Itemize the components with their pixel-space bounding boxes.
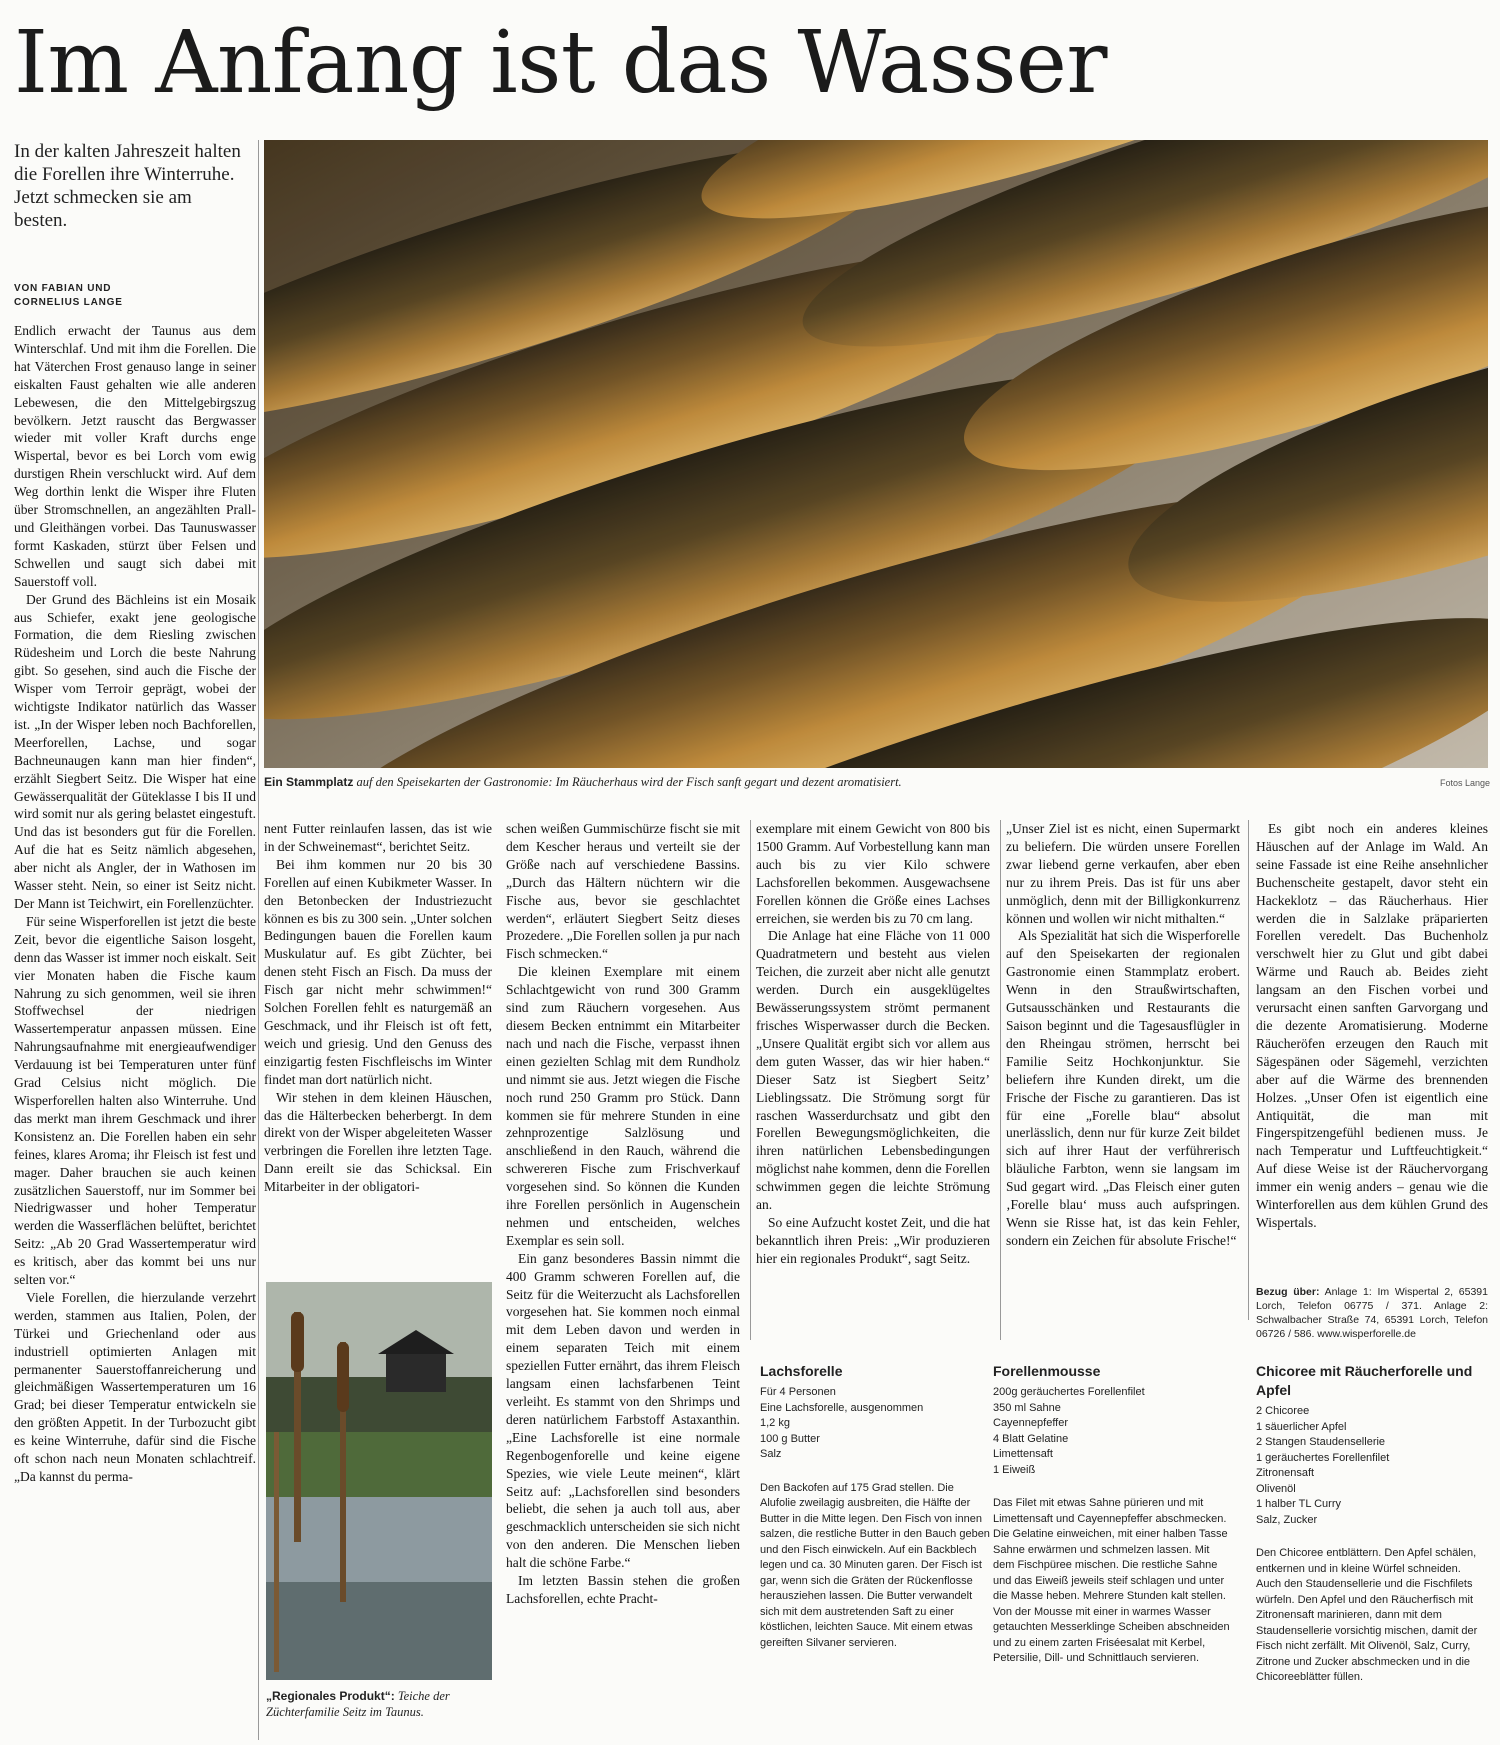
recipe-ingredients: [760, 1385, 990, 1463]
byline-line-1: VON FABIAN UND: [14, 283, 112, 294]
ingredient: Für 4 Personen: [760, 1386, 836, 1398]
paragraph: schen weißen Gummischürze fischt sie mit dem Kescher heraus und verteilt sie der Größe nach auf verschiedene Bassins. „Durch das Hältern nüchtern wir die Fische aus, bevor sie geschlachtet werden“, erläutert Siegbert Seitz dieses Prozedere. „Die Forellen sollen ja pur nach Fisch schmecken.“: [506, 821, 740, 962]
recipe-title: Chicoree mit Räucherforelle und Apfel: [1256, 1363, 1473, 1398]
paragraph: Der Grund des Bächleins ist ein Mosaik aus Schiefer, exakt jene geologische Formation, die dem Riesling zwischen Rüdesheim und Lorch die beste Nahrung gibt. So gesehen, sind auch die Fische der Wisper vom Terroir geprägt, wobei der wichtigste Indikator natürlich das Wasser ist. „In der Wisper leben noch Bachforellen, Meerforellen, Lachse, und sogar Bachneunaugen kann man hier finden“, erzählt Siegbert Seitz. Die Wisper hat eine Gewässerqualität der Güteklasse I bis II und wird somit nur als gering belastet eingestuft. Und das ist besonders gut für die Forellen. Auf die hat es Seitz nämlich abgesehen, aber nicht als Angler, der in Wathosen im Wasser steht. Nein, so einer ist Seitz nicht. Der Mann ist Teichwirt, ein Forellenzüchter.: [14, 591, 256, 911]
smoked-trout-illustration: [264, 140, 1488, 768]
ingredient: 2 Stangen Staudensellerie: [1256, 1436, 1386, 1448]
ingredient: 1,2 kg: [760, 1417, 790, 1429]
photo-caption-lead: Ein Stammplatz: [264, 775, 354, 789]
paragraph: Als Spezialität hat sich die Wisperforelle auf den Speisekarten der regionalen Gastronomie einen Stammplatz erobert. Wenn in den Straußwirtschaften, Gutsausschänken und Restaurants die Saison beginnt und die Tagesausflügler in den Rheingau strömen, herrscht bei Familie Seitz Hochkonjunktur. Sie beliefern ihre Kunden direkt, um die Frische der Fische zu garantieren. Das ist für eine „Forelle blau“ absolut unerlässlich, denn nur für kurze Zeit bildet sich auf ihrer Haut der verführerisch bläuliche Farbton, wenn sie langsam im Sud gegart wird. „Das Fleisch einer guten ‚Forelle blau‘ muss auch aufspringen. Wenn sie Risse hat, ist das kein Fehler, sondern ein Zeichen für absolute Frische!“: [1006, 928, 1240, 1248]
recipe-steps: Das Filet mit etwas Sahne pürieren und mit Limettensaft und Cayennepfeffer abschmecken. Die Gelatine einweichen, mit einer halben Tasse Sahne erwärmen und schmelzen lassen. Mit dem Fischpüree mischen. Die restliche Sahne und das Eiweiß jeweils steif schlagen und unter die Masse heben. Mehrere Stunden kalt stellen. Von der Mousse mit einer in warmes Wasser getauchten Messerklinge Scheiben abschneiden und zu einem zarten Friséesalat mit Kerbel, Petersilie, Dill- und Schnittlauch servieren.: [993, 1497, 1230, 1664]
photo2-caption: [266, 1688, 494, 1720]
ingredient: 1 geräuchertes Forellenfilet: [1256, 1451, 1390, 1464]
paragraph: Die Anlage hat eine Fläche von 11 000 Quadratmetern und besteht aus vielen Teichen, die zurzeit aber nicht alle genutzt werden. Durch ein ausgeklügeltes Bewässerungssystem strömt permanent frisches Wisperwasser durch die Becken. „Unsere Qualität ergibt sich vor allem aus dem guten Wasser, das wir hier haben.“ Dieser Satz ist Siegbert Seitz’ Lieblingssatz. Die Strömung sorgt für raschen Wasserdurchsatz und gibt den Forellen Bewegungsmöglichkeiten, die ihren natürlichen Lebensbedingungen möglichst nahe kommen, denn die Forellen schwimmen gegen die leichte Strömung an.: [756, 928, 990, 1213]
fish-ponds-photo: [266, 1282, 492, 1680]
ingredient: Cayennepfeffer: [993, 1417, 1069, 1429]
ingredient: Zitronensaft: [1256, 1467, 1315, 1479]
recipe-title: Lachsforelle: [760, 1363, 843, 1379]
recipe-forellenmousse: [993, 1362, 1231, 1667]
column-divider: [1248, 820, 1249, 1320]
photo-caption: [264, 775, 1384, 790]
paragraph: Ein ganz besonderes Bassin nimmt die 400 Gramm schweren Forellen auf, die Seitz für die Weiterzucht als Lachsforellen vorgesehen hat. Sie kommen noch einmal mit dem Leben davon und werden in einem separaten Teich mit einem speziellen Futter ernährt, das ihrem Fleisch langsam einen lachsfarbenen Teint verleiht. Es stammt von den Shrimps und deren natürlichem Farbstoff Astaxanthin. „Eine Lachsforelle ist eine normale Regenbogenforelle und keine eigene Spezies, wie viele Leute meinen“, klärt Seitz auf: „Lachsforellen sind besonders beliebt, die sehen ja auch toll aus, aber geschmacklich unterscheiden sie sich nicht von den anderen. Die Menschen lieben halt die schöne Farbe.“: [506, 1250, 740, 1571]
byline: [14, 282, 254, 310]
headline: Im Anfang ist das Wasser: [14, 13, 1108, 113]
smoked-trout-photo: [264, 140, 1488, 768]
column-divider: [1000, 820, 1001, 1340]
recipe-lachsforelle: [760, 1362, 990, 1651]
paragraph: Im letzten Bassin stehen die großen Lachsforellen, echte Pracht-: [506, 1573, 740, 1606]
article-column-2: [264, 820, 492, 1268]
ingredient: 2 Chicoree: [1256, 1405, 1310, 1417]
source-info-text: Anlage 1: Im Wispertal 2, 65391 Lorch, Telefon 06775 / 371. Anlage 2: Schwalbacher Straße 74, 65391 Lorch, Telefon 06726 / 586. www.wisperforelle.de: [1256, 1286, 1488, 1340]
fish-ponds-illustration: [266, 1282, 492, 1680]
paragraph: Endlich erwacht der Taunus aus dem Winterschlaf. Und mit ihm die Forellen. Die hat Väterchen Frost genauso lange in seiner eiskalten Faust gehalten wie alle anderen Lebewesen, die den Mittelgebirgszug bevölkern. Jetzt rauscht das Bergwasser wieder mit voller Kraft durchs enge Wispertal, bevor es bei Lorch vom ewig durstigen Rhein verschluckt wird. Auf dem Weg dorthin lenkt die Wisper ihre Fluten über Stromschnellen, an angezählten Prall- und Gleithängen vorbei. Das Taunuswasser formt Kaskaden, stürzt über Felsen und Schwellen und saugt sich dabei mit Sauerstoff voll.: [14, 323, 256, 589]
recipe-ingredients: [993, 1385, 1231, 1478]
paragraph: Die kleinen Exemplare mit einem Schlachtgewicht von rund 300 Gramm sind zum Räuchern vorgesehen. Aus diesem Becken entnimmt ein Mitarbeiter nach und nach die Fische, verpasst ihnen einen gezielten Schlag mit dem Rundholz und nimmt sie aus. Jetzt wiegen die Fische noch rund 250 Gramm pro Stück. Dann kommen sie für mehrere Stunden in eine zehnprozentige Salzlösung und anschließend in den Rauch, während die schwereren Fische zum Frischverkauf vorgesehen sind. So können die Kunden ihre Forellen persönlich in Augenschein nehmen und entscheiden, welches Exemplar es sein soll.: [506, 964, 740, 1248]
ingredient: 1 halber TL Curry: [1256, 1498, 1341, 1510]
paragraph: exemplare mit einem Gewicht von 800 bis 1500 Gramm. Auf Vorbestellung kann man auch bis zu vier Kilo schwere Lachsforellen bekommen. Ausgewachsene Forellen können die Größe eines Lachses erreichen, sie werden bis zu 70 cm lang.: [756, 821, 990, 926]
ingredient: Eine Lachsforelle, ausgenommen: [760, 1401, 924, 1414]
recipe-steps: Den Backofen auf 175 Grad stellen. Die Alufolie zweilagig ausbreiten, die Hälfte der Butter in die Mitte legen. Den Fisch von innen salzen, die restliche Butter in den Bauch geben und den Fisch einwickeln. Auf ein Backblech legen und ca. 30 Minuten garen. Der Fisch ist gar, wenn sich die Gräten der Rückenflosse herausziehen lassen. Die Butter verwandelt sich mit dem austretenden Saft zu einer köstlichen, leichten Sauce. Mit einem etwas gereiften Silvaner servieren.: [760, 1481, 990, 1649]
photo-caption-text: auf den Speisekarten der Gastronomie: Im Räucherhaus wird der Fisch sanft gegart und dezent aromatisiert.: [353, 775, 902, 789]
article-column-5: [1006, 820, 1240, 1320]
photo2-caption-text: Teiche der Züchterfamilie Seitz im Taunus.: [266, 1689, 450, 1719]
paragraph: „Unser Ziel ist es nicht, einen Supermarkt zu beliefern. Die würden unsere Forellen zwar liebend gerne verkaufen, aber eben nur zu ihrem Preis. Das ist für uns aber unmöglich, denn mit der Billigkonkurrenz können und wollen wir nicht mithalten.“: [1006, 821, 1240, 926]
ingredient: 350 ml Sahne: [993, 1401, 1061, 1414]
source-info: [1256, 1285, 1488, 1341]
paragraph: Für seine Wisperforellen ist jetzt die beste Zeit, bevor die eigentliche Saison losgeht, denn das Wasser ist immer noch eiskalt. Seit vier Monaten haben die Fische kaum Nahrung zu sich genommen, weil sie ihren Stoffwechsel der niedrigen Wassertemperatur anpassen müssen. Eine Nahrungsaufnahme mit energieaufwendiger Verdauung ist bei Temperaturen unter fünf Grad Celsius nicht möglich. Die Wisperforellen halten also Winterruhe. Und das merkt man ihrem Geschmack und ihrer Konsistenz an. Die Forellen haben ein sehr feines, klares Aroma; ihr Fleisch ist fest und mager. Daher brauchen sie auch keinen zusätzlichen Sauerstoff, nur im Sommer bei Niedrigwasser und hoher Temperatur werden die Wasserflächen belüftet, berichtet Seitz: „Ab 20 Grad Wassertemperatur wird es kritisch, aber das kommt bei uns nur selten vor.“: [14, 913, 256, 1288]
article-column-1: [14, 322, 256, 1742]
ingredient: 100 g Butter: [760, 1432, 820, 1445]
column-divider: [258, 140, 259, 1740]
ingredient: Limettensaft: [993, 1448, 1053, 1460]
photo-credit: Fotos Lange: [1440, 778, 1491, 788]
source-info-label: Bezug über:: [1256, 1286, 1320, 1298]
byline-line-2: CORNELIUS LANGE: [14, 297, 123, 308]
paragraph: Wir stehen in dem kleinen Häuschen, das die Hälterbecken beherbergt. In dem direkt von der Wisper abgeleiteten Wasser verbringen die Forellen ihre letzten Tage. Dann ereilt sie das Schicksal. Ein Mitarbeiter in der obligatori-: [264, 1089, 492, 1195]
ingredient: Salz, Zucker: [1256, 1513, 1318, 1526]
recipe-chicoree: [1256, 1362, 1488, 1686]
paragraph: So eine Aufzucht kostet Zeit, und die hat bekanntlich ihren Preis: „Wir produzieren hier ein regionales Produkt“, sagt Seitz.: [756, 1214, 990, 1266]
recipe-title: Forellenmousse: [993, 1363, 1101, 1379]
ingredient: Olivenöl: [1256, 1482, 1296, 1495]
ingredient: 4 Blatt Gelatine: [993, 1432, 1069, 1445]
ingredient: 200g geräuchertes Forellenfilet: [993, 1386, 1145, 1398]
article-column-3: [506, 820, 740, 1740]
intro-text: In der kalten Jahreszeit halten die Forellen ihre Winterruhe. Jetzt schmecken sie am besten.: [14, 141, 241, 231]
recipe-ingredients: [1256, 1404, 1488, 1528]
paragraph: Es gibt noch ein anderes kleines Häuschen auf der Anlage im Wald. An seine Fassade ist eine Reihe ansehnlicher Buchenscheite gestapelt, davor steht ein Hackeklotz – das Räucherhaus. Hier werden die in Salzlake präparierten Forellen veredelt. Das Buchenholz verschwelt hier zu Glut und gibt dabei Wärme und Rauch ab. Beides zieht langsam an den Fischen vorbei und verursacht einen sanften Garvorgang und die dezente Aromatisierung. Moderne Räucheröfen erzeugen den Rauch mit Sägespänen oder Sägemehl, verzichten aber auf die Wärme des brennenden Holzes. „Unser Ofen ist eigentlich eine Antiquität, die man mit Fingerspitzengefühl bedienen muss. Je nach Temperatur und Luftfeuchtigkeit.“ Auf diese Weise ist der Räuchervorgang immer ein wenig anders – genau wie die Winterforellen aus dem kühlen Grund des Wispertals.: [1256, 821, 1488, 1230]
ingredient: Salz: [760, 1448, 782, 1460]
column-divider: [750, 820, 751, 1340]
paragraph: Viele Forellen, die hierzulande verzehrt werden, stammen aus Italien, Polen, der Türkei und Griechenland oder aus industriell optimierten Anlagen mit permanenter Sauerstoffanreicherung und gleichmäßigen Wassertemperaturen um 16 Grad; bei dieser Temperatur entwickeln sie den größten Appetit. In der Turbozucht gibt es keine Winterruhe, dafür sind die Fische oft schon nach neun Monaten schlachtreif. „Da kannst du perma-: [14, 1289, 256, 1484]
recipe-steps: Den Chicoree entblättern. Den Apfel schälen, entkernen und in kleine Würfel schneiden. Auch den Staudensellerie und die Fischfilets würfeln. Den Apfel und den Räucherfisch mit Zitronensaft marinieren, dann mit dem Staudensellerie vorsichtig mischen, damit der Fisch nicht zerfällt. Mit Olivenöl, Salz, Curry, Zitrone und Zucker abschmecken und in die Chicoreeblätter füllen.: [1256, 1547, 1478, 1683]
ingredient: 1 Eiweiß: [993, 1463, 1036, 1476]
article-column-6: [1256, 820, 1488, 1280]
paragraph: nent Futter reinlaufen lassen, das ist wie in der Schweinemast“, berichtet Seitz.: [264, 821, 492, 854]
ingredient: 1 säuerlicher Apfel: [1256, 1420, 1347, 1433]
paragraph: Bei ihm kommen nur 20 bis 30 Forellen auf einen Kubikmeter Wasser. In den Betonbecken der Industriezucht können es bis zu 300 sein. „Unter solchen Bedingungen bauen die Forellen kaum Muskulatur auf. Es gibt Züchter, bei denen steht Fisch an Fisch. Da muss der Fisch gar nicht mehr schwimmen!“ Solchen Forellen fehlt es naturgemäß an Geschmack, und ihr Fleisch ist oft fett, weich und griesig. Und den Genuss des einzigartig festen Fischfleischs im Winter findet man dort natürlich nicht.: [264, 856, 492, 1087]
article-column-4: [756, 820, 990, 1340]
photo2-caption-lead: „Regionales Produkt“:: [266, 1689, 395, 1703]
